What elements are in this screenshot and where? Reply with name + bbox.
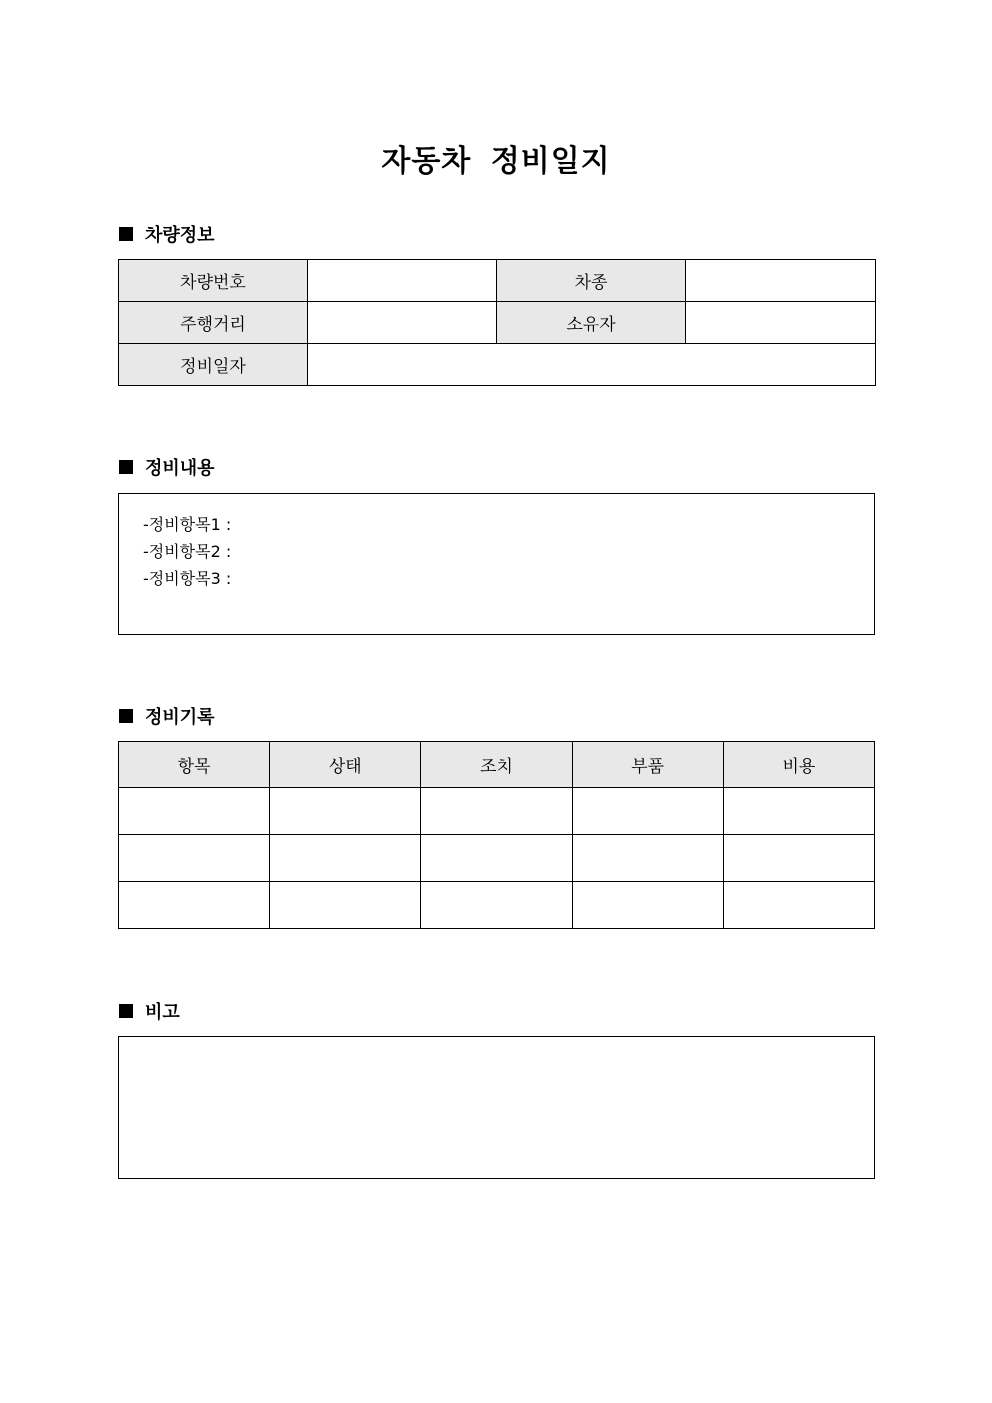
section-heading-service-content xyxy=(119,455,215,479)
service-date-label: 정비일자 xyxy=(119,344,308,386)
service-item-line: -정비항목1 : xyxy=(143,515,232,534)
plate-number-field[interactable] xyxy=(308,260,497,302)
table-header-row xyxy=(119,742,875,788)
service-content-box[interactable] xyxy=(118,493,875,635)
table-row xyxy=(119,344,876,386)
record-cell[interactable] xyxy=(421,835,572,882)
column-header-parts: 부품 xyxy=(572,742,723,788)
column-header-item: 항목 xyxy=(119,742,270,788)
page-title: 자동차 정비일지 xyxy=(381,144,611,179)
record-cell[interactable] xyxy=(270,835,421,882)
section-heading-label: 비고 xyxy=(145,1002,180,1023)
model-field[interactable] xyxy=(686,260,876,302)
section-heading-label: 정비기록 xyxy=(145,707,215,728)
service-item-line: -정비항목2 : xyxy=(143,542,232,561)
record-cell[interactable] xyxy=(119,835,270,882)
record-cell[interactable] xyxy=(723,835,874,882)
section-heading-service-records xyxy=(119,704,215,728)
record-cell[interactable] xyxy=(119,788,270,835)
record-cell[interactable] xyxy=(723,882,874,929)
model-label: 차종 xyxy=(497,260,686,302)
table-row xyxy=(119,882,875,929)
record-cell[interactable] xyxy=(421,882,572,929)
service-date-field[interactable] xyxy=(308,344,876,386)
remarks-box[interactable] xyxy=(118,1036,875,1179)
section-heading-label: 정비내용 xyxy=(145,458,215,479)
service-records-table xyxy=(118,741,875,929)
record-cell[interactable] xyxy=(572,788,723,835)
square-bullet-icon xyxy=(119,709,133,723)
record-cell[interactable] xyxy=(270,882,421,929)
mileage-field[interactable] xyxy=(308,302,497,344)
record-cell[interactable] xyxy=(119,882,270,929)
table-row xyxy=(119,788,875,835)
record-cell[interactable] xyxy=(572,835,723,882)
mileage-label: 주행거리 xyxy=(119,302,308,344)
square-bullet-icon xyxy=(119,460,133,474)
section-heading-remarks xyxy=(119,999,180,1023)
section-heading-vehicle-info xyxy=(119,222,215,246)
owner-label: 소유자 xyxy=(497,302,686,344)
record-cell[interactable] xyxy=(723,788,874,835)
service-item-line: -정비항목3 : xyxy=(143,569,232,588)
column-header-cost: 비용 xyxy=(723,742,874,788)
column-header-status: 상태 xyxy=(270,742,421,788)
column-header-action: 조치 xyxy=(421,742,572,788)
record-cell[interactable] xyxy=(270,788,421,835)
section-heading-label: 차량정보 xyxy=(145,225,215,246)
plate-number-label: 차량번호 xyxy=(119,260,308,302)
square-bullet-icon xyxy=(119,1004,133,1018)
table-row xyxy=(119,835,875,882)
vehicle-info-table xyxy=(118,259,876,386)
record-cell[interactable] xyxy=(572,882,723,929)
table-row xyxy=(119,260,876,302)
record-cell[interactable] xyxy=(421,788,572,835)
table-row xyxy=(119,302,876,344)
owner-field[interactable] xyxy=(686,302,876,344)
square-bullet-icon xyxy=(119,227,133,241)
